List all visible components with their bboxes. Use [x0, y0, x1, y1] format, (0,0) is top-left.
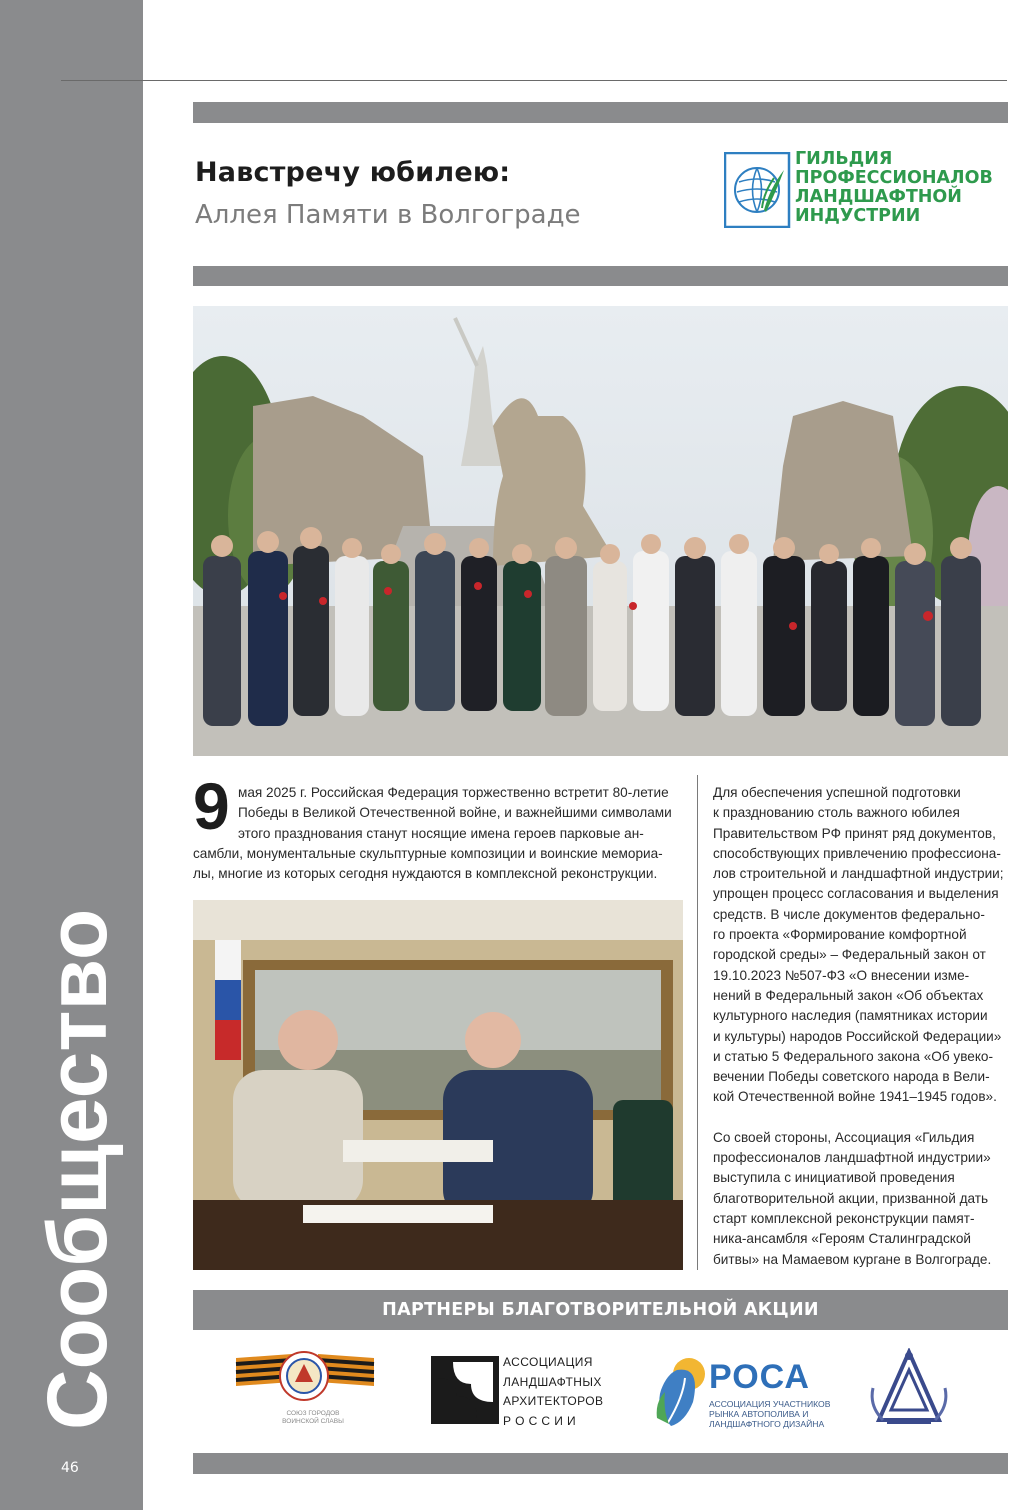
rosa-caption: АССОЦИАЦИЯ УЧАСТНИКОВ РЫНКА АВТОПОЛИВА И ЛАНДШАФТНОГО ДИЗАЙНА [709, 1399, 831, 1429]
dropcap: 9 [193, 769, 230, 843]
section-label [0, 0, 143, 1510]
alarch-text: АССОЦИАЦИЯ ЛАНДШАФТНЫХ АРХИТЕКТОРОВ Р О С С И И [503, 1355, 604, 1428]
signing-photo [193, 900, 683, 1270]
section-label-text: Сообщество [30, 908, 124, 1430]
article-title: Навстречу юбилею: [195, 157, 511, 188]
rosa-name: РОСА [709, 1358, 810, 1396]
guild-logo-text: ГИЛЬДИЯ ПРОФЕССИОНАЛОВ ЛАНДШАФТНОЙ ИНДУСТРИИ [795, 149, 993, 226]
right-column-text: Для обеспечения успешной подготовки к празднованию столь важного юбилея Правительством РФ принят ряд документов, способствующих привлечению профессиона- лов строительной и ландшафтной индустрии; упрощен процесс согласования и выделения средств. В числе документов федерально- го проекта «Формирование комфортной городской среды» – Федеральный закон от 19.10.2023 №507-ФЗ «О внесении изме- нений в Федеральный закон «Об объектах культурного наследия (памятниках истории и культуры) народов Российской Федерации» и статью 5 Федерального закона «Об увеко- вечении Победы советского народа в Вели- кой Отечественной войне 1941–1945 годов». Со своей стороны, Ассоциация «Гильдия профессионалов ландшафтной индустрии» выступила с инициативой проведения благотворительной акции, призванной дать старт комплексной реконструкции памят- ника-ансамбля «Героям Сталинградской битвы» на Мамаевом кургане в Волгограде. [713, 785, 1004, 1267]
lead-paragraph: мая 2025 г. Российская Федерация торжественно встретит 80-летие Победы в Великой Отечественной войне, и важнейшими символами этого празднования станут носящие имена героев парковые ан- самбли, монументальные скульптурные композиции и воинские мемориа- лы, многие из которых сегодня нуждаются в комплексной реконструкции. [193, 785, 672, 882]
memorial-group-photo [193, 306, 1008, 756]
column-divider [697, 775, 698, 1270]
triangle-emblem-logo [867, 1348, 951, 1430]
rosa-logo [653, 1352, 707, 1430]
article-subtitle: Аллея Памяти в Волгограде [195, 200, 581, 230]
top-rule [61, 80, 1007, 81]
partners-heading: ПАРТНЕРЫ БЛАГОТВОРИТЕЛЬНОЙ АКЦИИ [193, 1290, 1008, 1330]
ggvs-caption: СОЮЗ ГОРОДОВ ВОИНСКОЙ СЛАВЫ [282, 1410, 344, 1425]
header-bar [193, 102, 1008, 123]
alarch-logo [431, 1356, 499, 1424]
ggvs-logo [232, 1348, 377, 1412]
title-bar [193, 266, 1008, 286]
page-number: 46 [61, 1460, 79, 1476]
footer-bar [193, 1453, 1008, 1474]
